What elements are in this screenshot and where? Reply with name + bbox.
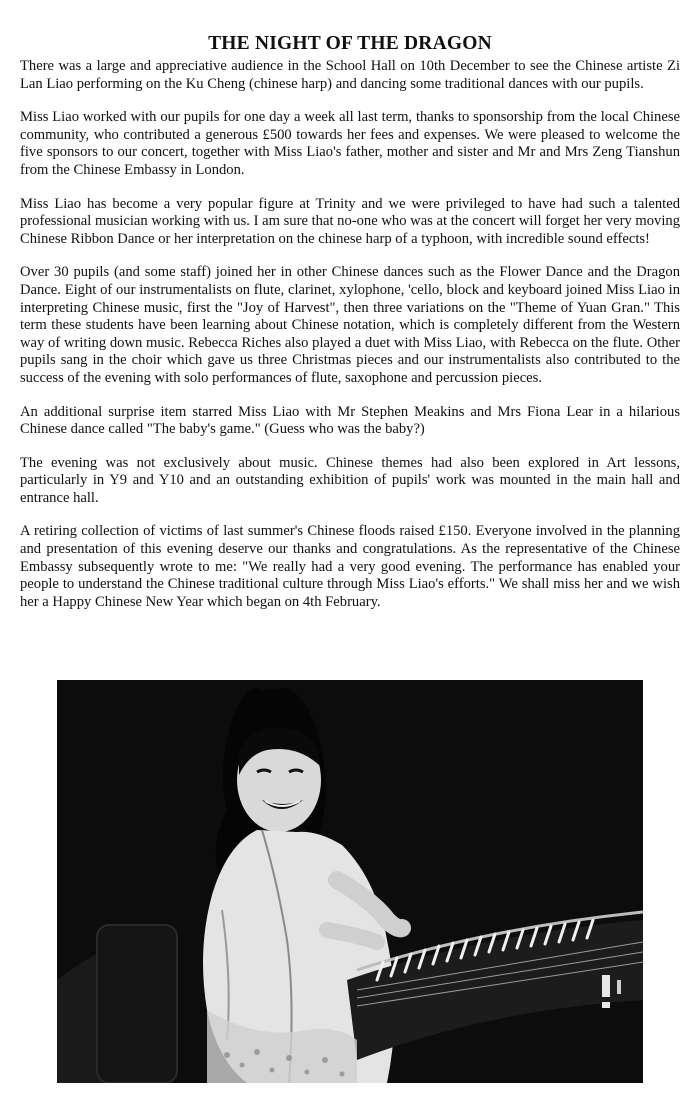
zither-player-illustration [57, 680, 643, 1083]
paragraph-art-exhibition: The evening was not exclusively about music. Chinese themes had also been explored in Art lessons, particularly in Y9 and Y10 and an outstanding exhibition of pupils' work was mounted in the main hall and entrance hall. [20, 454, 680, 506]
paragraph-collection-closing: A retiring collection of victims of last summer's Chinese floods raised £150. Everyone involved in the planning and presentation of this evening deserve our thanks and congratulations. As the representative of the Chinese Embassy subsequently wrote to me: "We really had a very good evening. The performance has enabled your people to understand the Chinese traditional culture through Miss Liao's efforts." We shall miss her and we wish her a Happy Chinese New Year which began on 4th February. [20, 523, 680, 610]
article-body [20, 58, 680, 611]
paragraph-sponsorship: Miss Liao worked with our pupils for one day a week all last term, thanks to sponsorship from the local Chinese community, who contributed a generous £500 towards her fees and expenses. We were pleased to welcome the five sponsors to our concert, together with Miss Liao's father, mother and sister and Mr and Mrs Zeng Tianshun from the Chinese Embassy in London. [20, 109, 680, 178]
paragraph-surprise-item: An additional surprise item starred Miss Liao with Mr Stephen Meakins and Mrs Fiona Lear in a hilarious Chinese dance called "The baby's game." (Guess who was the baby?) [20, 403, 680, 438]
article-title: THE NIGHT OF THE DRAGON [208, 33, 492, 55]
performer-photo [57, 680, 643, 1083]
paragraph-dances-music: Over 30 pupils (and some staff) joined her in other Chinese dances such as the Flower Dance and the Dragon Dance. Eight of our instrumentalists on flute, clarinet, xylophone, 'cello, block and keyboard joined Miss Liao in interpreting Chinese music, first the "Joy of Harvest", then three variations on the "Theme of Yuan Gran." This term these students have been learning about Chinese notation, which is completely different from the Western way of writing down music. Rebecca Riches also played a duet with Miss Liao, with Rebecca on the flute. Other pupils sang in the choir which gave us three Christmas pieces and our instrumentalists also contributed to the success of the evening with solo performances of flute, saxophone and percussion pieces. [20, 264, 680, 386]
paragraph-intro: There was a large and appreciative audience in the School Hall on 10th December to see the Chinese artiste Zi Lan Liao performing on the Ku Cheng (chinese harp) and dancing some traditional dances with our pupils. [20, 58, 680, 92]
paragraph-popular-figure: Miss Liao has become a very popular figure at Trinity and we were privileged to have had such a talented professional musician working with us. I am sure that no-one who was at the concert will forget her very moving Chinese Ribbon Dance or her interpretation on the chinese harp of a typhoon, with incredible sound effects! [20, 195, 680, 247]
